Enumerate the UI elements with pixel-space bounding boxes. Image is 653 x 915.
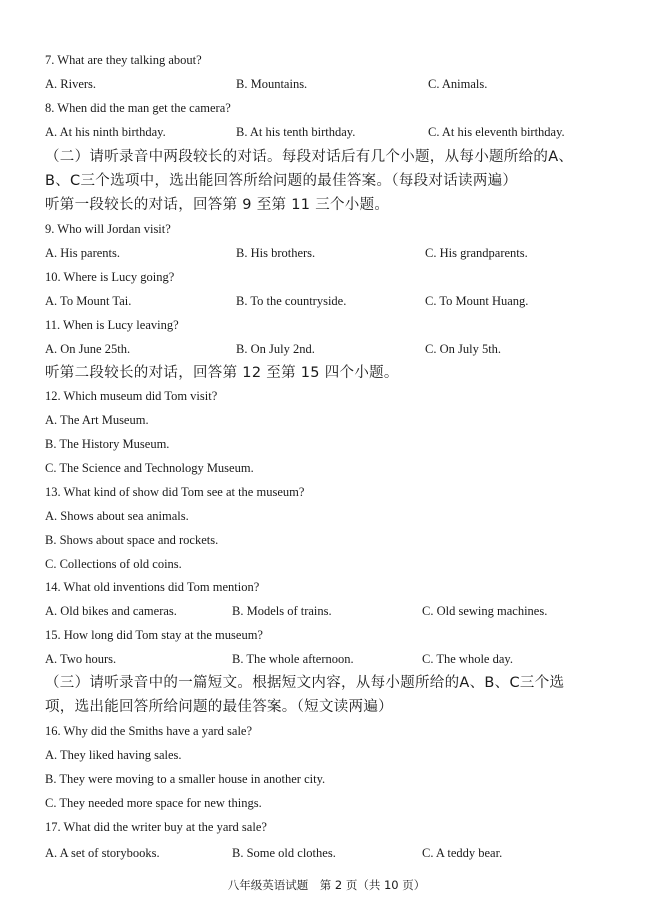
section3-instruction-line1: （三）请听录音中的一篇短文。根据短文内容，从每小题所给的A、B、C三个选 [45, 675, 565, 691]
section2-instruction-line1: （二）请听录音中两段较长的对话。每段对话后有几个小题，从每小题所给的A、 [45, 149, 574, 165]
q13-option-c: C. Collections of old coins. [45, 557, 182, 571]
q17-option-a: A. A set of storybooks. [45, 846, 160, 860]
q16-option-c: C. They needed more space for new things. [45, 796, 262, 810]
q14-option-a: A. Old bikes and cameras. [45, 604, 177, 618]
q14-option-b: B. Models of trains. [232, 604, 332, 618]
q17-option-b: B. Some old clothes. [232, 846, 336, 860]
q17-option-c: C. A teddy bear. [422, 846, 503, 860]
section2-instruction-line2: B、C三个选项中，选出能回答所给问题的最佳答案。（每段对话读两遍） [45, 173, 518, 189]
question-14: 14. What old inventions did Tom mention? [45, 580, 260, 594]
question-16: 16. Why did the Smiths have a yard sale? [45, 724, 253, 738]
q9-option-c: C. His grandparents. [425, 246, 528, 260]
q9-option-b: B. His brothers. [236, 246, 316, 260]
q14-option-c: C. Old sewing machines. [422, 604, 548, 618]
q16-option-a: A. They liked having sales. [45, 748, 182, 762]
question-9: 9. Who will Jordan visit? [45, 222, 171, 236]
q11-option-a: A. On June 25th. [45, 342, 131, 356]
q12-option-b: B. The History Museum. [45, 437, 170, 451]
question-13: 13. What kind of show did Tom see at the museum? [45, 485, 305, 499]
question-11: 11. When is Lucy leaving? [45, 318, 179, 332]
q12-option-c: C. The Science and Technology Museum. [45, 461, 254, 475]
dialog1-note: 听第一段较长的对话，回答第 9 至第 11 三个小题。 [45, 197, 390, 213]
q8-option-c: C. At his eleventh birthday. [428, 125, 565, 139]
q7-option-b: B. Mountains. [236, 77, 308, 91]
q15-option-a: A. Two hours. [45, 652, 117, 666]
q7-option-a: A. Rivers. [45, 77, 97, 91]
q8-option-a: A. At his ninth birthday. [45, 125, 166, 139]
q10-option-c: C. To Mount Huang. [425, 294, 529, 308]
dialog2-note: 听第二段较长的对话，回答第 12 至第 15 四个小题。 [45, 365, 399, 381]
q12-option-a: A. The Art Museum. [45, 413, 149, 427]
question-10: 10. Where is Lucy going? [45, 270, 175, 284]
question-8: 8. When did the man get the camera? [45, 101, 231, 115]
question-15: 15. How long did Tom stay at the museum? [45, 628, 263, 642]
q16-option-b: B. They were moving to a smaller house in another city. [45, 772, 326, 786]
q10-option-a: A. To Mount Tai. [45, 294, 132, 308]
question-7: 7. What are they talking about? [45, 53, 202, 67]
q9-option-a: A. His parents. [45, 246, 120, 260]
q15-option-c: C. The whole day. [422, 652, 513, 666]
q8-option-b: B. At his tenth birthday. [236, 125, 356, 139]
question-12: 12. Which museum did Tom visit? [45, 389, 218, 403]
q15-option-b: B. The whole afternoon. [232, 652, 354, 666]
q13-option-b: B. Shows about space and rockets. [45, 533, 219, 547]
section3-instruction-line2: 项，选出能回答所给问题的最佳答案。（短文读两遍） [45, 699, 393, 715]
q11-option-c: C. On July 5th. [425, 342, 502, 356]
q11-option-b: B. On July 2nd. [236, 342, 315, 356]
question-17: 17. What did the writer buy at the yard sale? [45, 820, 267, 834]
q10-option-b: B. To the countryside. [236, 294, 347, 308]
q13-option-a: A. Shows about sea animals. [45, 509, 189, 523]
q7-option-c: C. Animals. [428, 77, 488, 91]
page-footer: 八年级英语试题 第 2 页（共 10 页） [227, 878, 426, 892]
